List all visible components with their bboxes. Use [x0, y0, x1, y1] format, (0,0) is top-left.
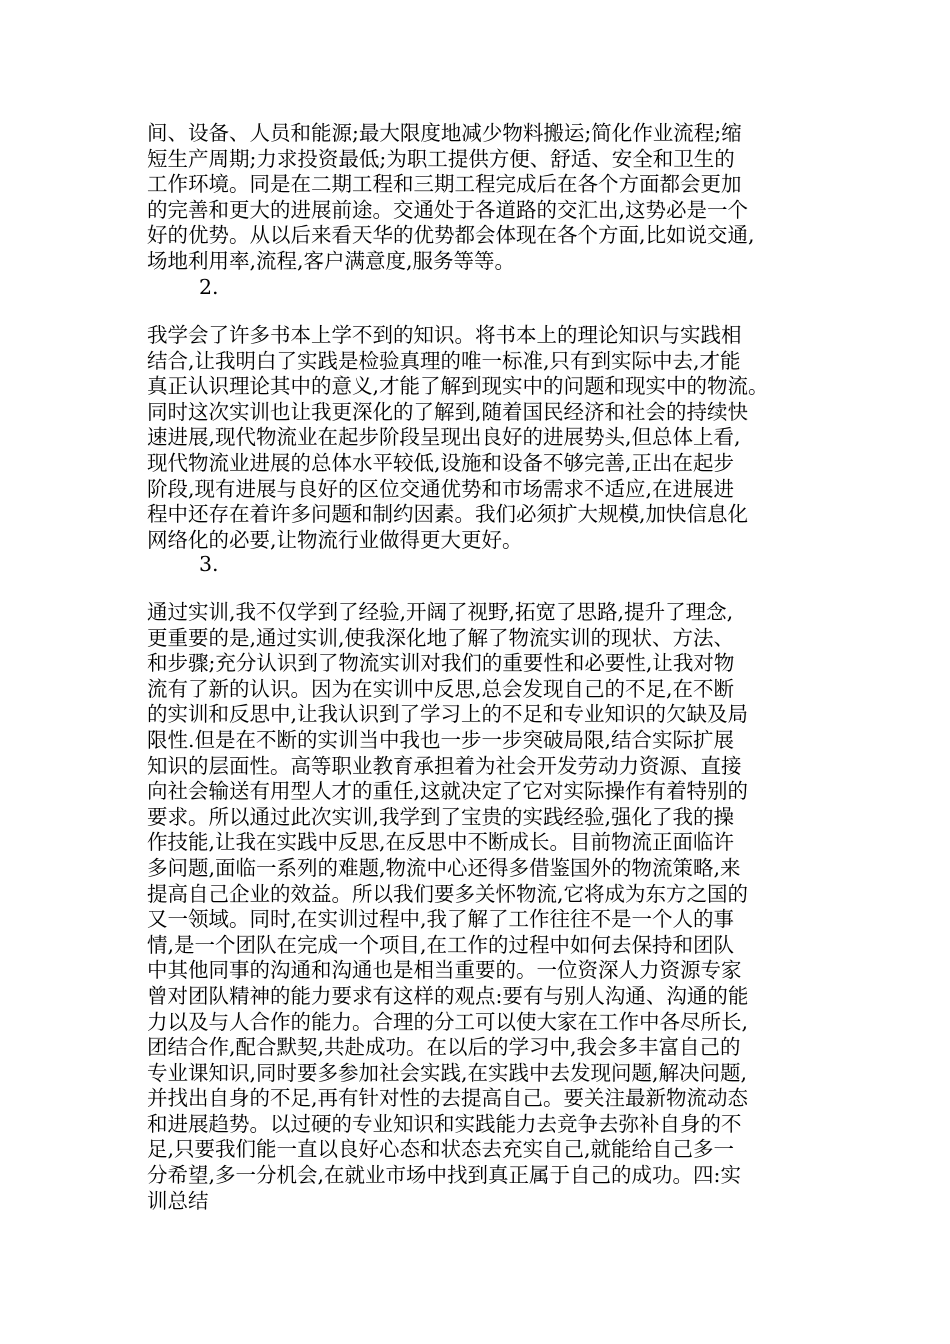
paragraph-line: 我学会了许多书本上学不到的知识。将书本上的理论知识与实践相	[147, 323, 742, 347]
paragraph-line: 流有了新的认识。因为在实训中反思,总会发现自己的不足,在不断	[147, 676, 735, 701]
paragraph-line: 网络化的必要,让物流行业做得更大更好。	[147, 527, 523, 552]
paragraph-line: 提高自己企业的效益。所以我们要多关怀物流,它将成为东方之国的	[147, 881, 749, 906]
paragraph-line: 现代物流业进展的总体水平较低,设施和设备不够完善,正出在起步	[147, 450, 735, 475]
paragraph-line: 真正认识理论其中的意义,才能了解到现实中的问题和现实中的物流。	[147, 374, 769, 399]
paragraph-line: 团结合作,配合默契,共赴成功。在以后的学习中,我会多丰富自己的	[147, 1035, 741, 1060]
paragraph-line: 多问题,面临一系列的难题,物流中心还得多借鉴国外的物流策略,来	[147, 855, 741, 880]
paragraph-line: 限性.但是在不断的实训当中我也一步一步突破局限,结合实际扩展	[147, 727, 735, 752]
paragraph-line: 和进展趋势。以过硬的专业知识和实践能力去竞争去弥补自身的不	[147, 1111, 742, 1136]
paragraph-line: 情,是一个团队在完成一个项目,在工作的过程中如何去保持和团队	[147, 932, 735, 957]
paragraph-line: 又一领域。同时,在实训过程中,我了解了工作往往不是一个人的事	[147, 907, 735, 932]
paragraph-line: 短生产周期;力求投资最低;为职工提供方便、舒适、安全和卫生的	[147, 146, 735, 171]
paragraph-line: 好的优势。从以后来看天华的优势都会体现在各个方面,比如说交通,	[147, 223, 755, 248]
paragraph-line: 间、设备、人员和能源;最大限度地减少物料搬运;简化作业流程;缩	[147, 121, 742, 145]
paragraph-line: 分希望,多一分机会,在就业市场中找到真正属于自己的成功。四:实	[147, 1163, 741, 1188]
paragraph-line: 的完善和更大的进展前途。交通处于各道路的交汇出,这势必是一个	[147, 197, 749, 222]
paragraph-line: 通过实训,我不仅学到了经验,开阔了视野,拓宽了思路,提升了理念,	[147, 600, 734, 624]
paragraph-line: 足,只要我们能一直以良好心态和状态去充实自己,就能给自己多一	[147, 1137, 735, 1162]
paragraph-line: 力以及与人合作的能力。合理的分工可以使大家在工作中各尽所长,	[147, 1009, 749, 1034]
paragraph-line: 向社会输送有用型人才的重任,这就决定了它对实际操作有着特别的	[147, 779, 749, 804]
paragraph-line: 结合,让我明白了实践是检验真理的唯一标准,只有到实际中去,才能	[147, 348, 741, 373]
paragraph-2	[147, 323, 813, 553]
paragraph-3	[147, 600, 813, 1214]
paragraph-line: 程中还存在着许多问题和制约因素。我们必须扩大规模,加快信息化	[147, 502, 749, 527]
item-number-3: 3.	[199, 552, 219, 576]
paragraph-line: 同时这次实训也让我更深化的了解到,随着国民经济和社会的持续快	[147, 399, 749, 424]
paragraph-line: 训总结	[147, 1188, 209, 1213]
paragraph-line: 速进展,现代物流业在起步阶段呈现出良好的进展势头,但总体上看,	[147, 425, 741, 450]
paragraph-line: 阶段,现有进展与良好的区位交通优势和市场需求不适应,在进展进	[147, 476, 735, 501]
paragraph-line: 和步骤;充分认识到了物流实训对我们的重要性和必要性,让我对物	[147, 651, 735, 676]
paragraph-line: 中其他同事的沟通和沟通也是相当重要的。一位资深人力资源专家	[147, 958, 742, 983]
paragraph-line: 更重要的是,通过实训,使我深化地了解了物流实训的现状、方法、	[147, 625, 735, 650]
paragraph-line: 作技能,让我在实践中反思,在反思中不断成长。目前物流正面临许	[147, 830, 735, 855]
paragraph-line: 场地利用率,流程,客户满意度,服务等等。	[147, 248, 516, 273]
paragraph-line: 工作环境。同是在二期工程和三期工程完成后在各个方面都会更加	[147, 172, 742, 197]
paragraph-line: 并找出自身的不足,再有针对性的去提高自己。要关注最新物流动态	[147, 1086, 749, 1111]
paragraph-1	[147, 121, 813, 275]
paragraph-line: 曾对团队精神的能力要求有这样的观点:要有与别人沟通、沟通的能	[147, 983, 749, 1008]
paragraph-line: 专业课知识,同时要多参加社会实践,在实践中去发现问题,解决问题,	[147, 1060, 748, 1085]
item-number-2: 2.	[199, 275, 219, 299]
paragraph-line: 知识的层面性。高等职业教育承担着为社会开发劳动力资源、直接	[147, 753, 742, 778]
paragraph-line: 要求。所以通过此次实训,我学到了宝贵的实践经验,强化了我的操	[147, 804, 735, 829]
paragraph-line: 的实训和反思中,让我认识到了学习上的不足和专业知识的欠缺及局	[147, 702, 749, 727]
